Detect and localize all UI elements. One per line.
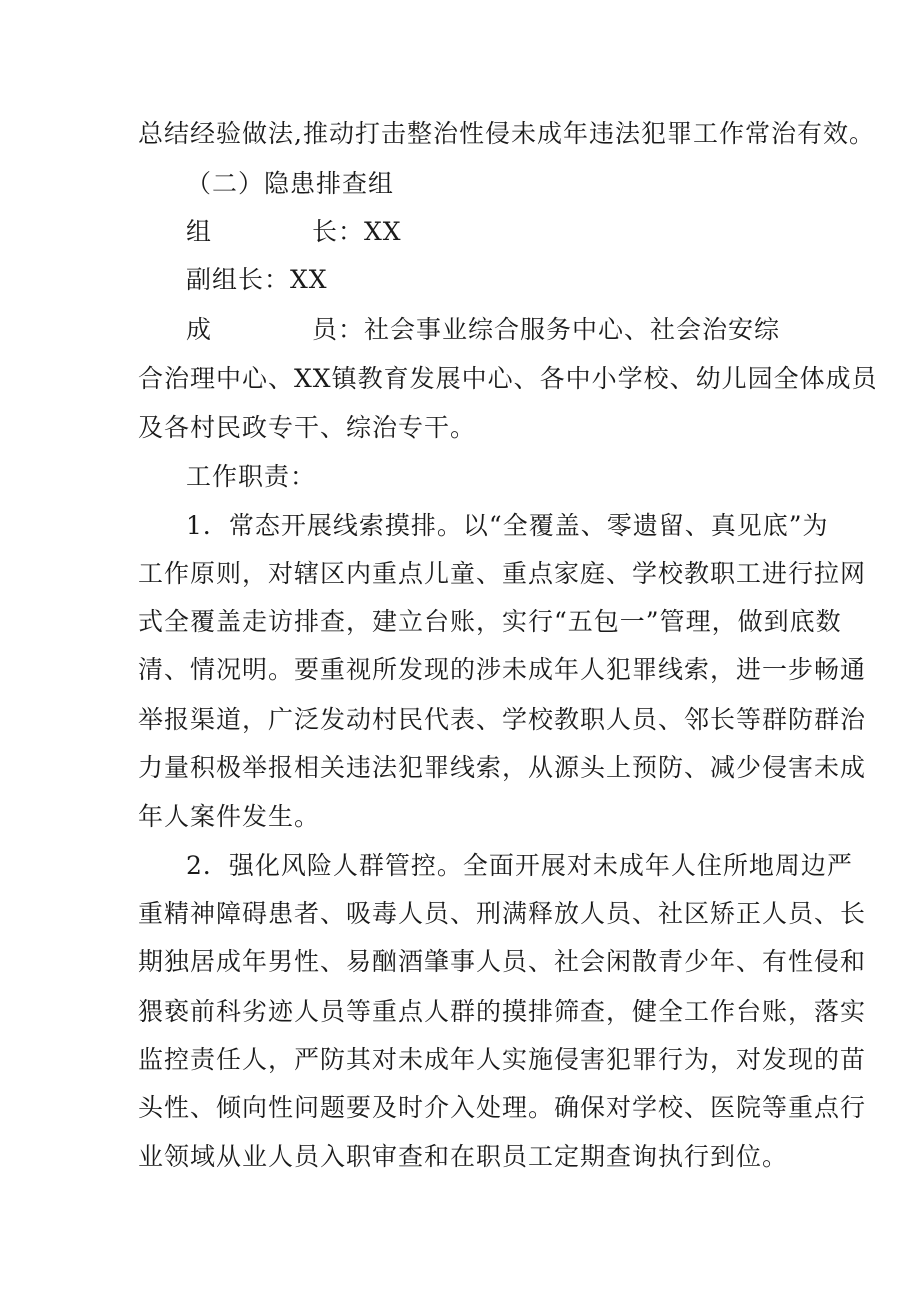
item1-line: 式全覆盖走访排查，建立台账，实行“五包一”管理，做到底数 <box>138 607 842 636</box>
item2-line: 头性、倾向性问题要及时介入处理。确保对学校、医院等重点行 <box>138 1093 867 1122</box>
item1-line: 举报渠道，广泛发动村民代表、学校教职人员、邻长等群防群治 <box>138 705 867 734</box>
deputy-leader: 副组长：XX <box>186 265 328 294</box>
leader-value: 长：XX <box>312 217 402 246</box>
item2-line: 重精神障碍患者、吸毒人员、刑满释放人员、社区矫正人员、长 <box>138 899 867 928</box>
paragraph-line: 总结经验做法,推动打击整治性侵未成年违法犯罪工作常治有效。 <box>138 119 875 148</box>
item2-line: 监控责任人，严防其对未成年人实施侵害犯罪行为，对发现的苗 <box>138 1045 867 1074</box>
item2-line: 期独居成年男性、易酗酒肇事人员、社会闲散青少年、有性侵和 <box>138 947 867 976</box>
item2-line: 2．强化风险人群管控。全面开展对未成年人住所地周边严 <box>186 851 853 880</box>
members-label: 成 <box>186 315 213 344</box>
item1-line: 工作原则，对辖区内重点儿童、重点家庭、学校教职工进行拉网 <box>138 559 867 588</box>
item1-line: 力量积极举报相关违法犯罪线索，从源头上预防、减少侵害未成 <box>138 753 867 782</box>
item1-line: 年人案件发生。 <box>138 802 321 831</box>
members-value: 员：社会事业综合服务中心、社会治安综 <box>312 315 781 344</box>
leader-label: 组 <box>186 217 213 246</box>
item2-line: 猥亵前科劣迹人员等重点人群的摸排筛查，健全工作台账，落实 <box>138 997 867 1026</box>
item1-line: 清、情况明。要重视所发现的涉未成年人犯罪线索，进一步畅通 <box>138 655 867 684</box>
members-line: 合治理中心、XX镇教育发展中心、各中小学校、幼儿园全体成员 <box>138 364 878 393</box>
item2-line: 业领域从业人员入职审查和在职员工定期查询执行到位。 <box>138 1142 789 1171</box>
duties-title: 工作职责： <box>186 462 317 491</box>
members-line: 及各村民政专干、综治专干。 <box>138 413 477 442</box>
section-title: （二）隐患排查组 <box>186 169 395 198</box>
item1-line: 1．常态开展线索摸排。以“全覆盖、零遗留、真见底”为 <box>186 511 829 540</box>
